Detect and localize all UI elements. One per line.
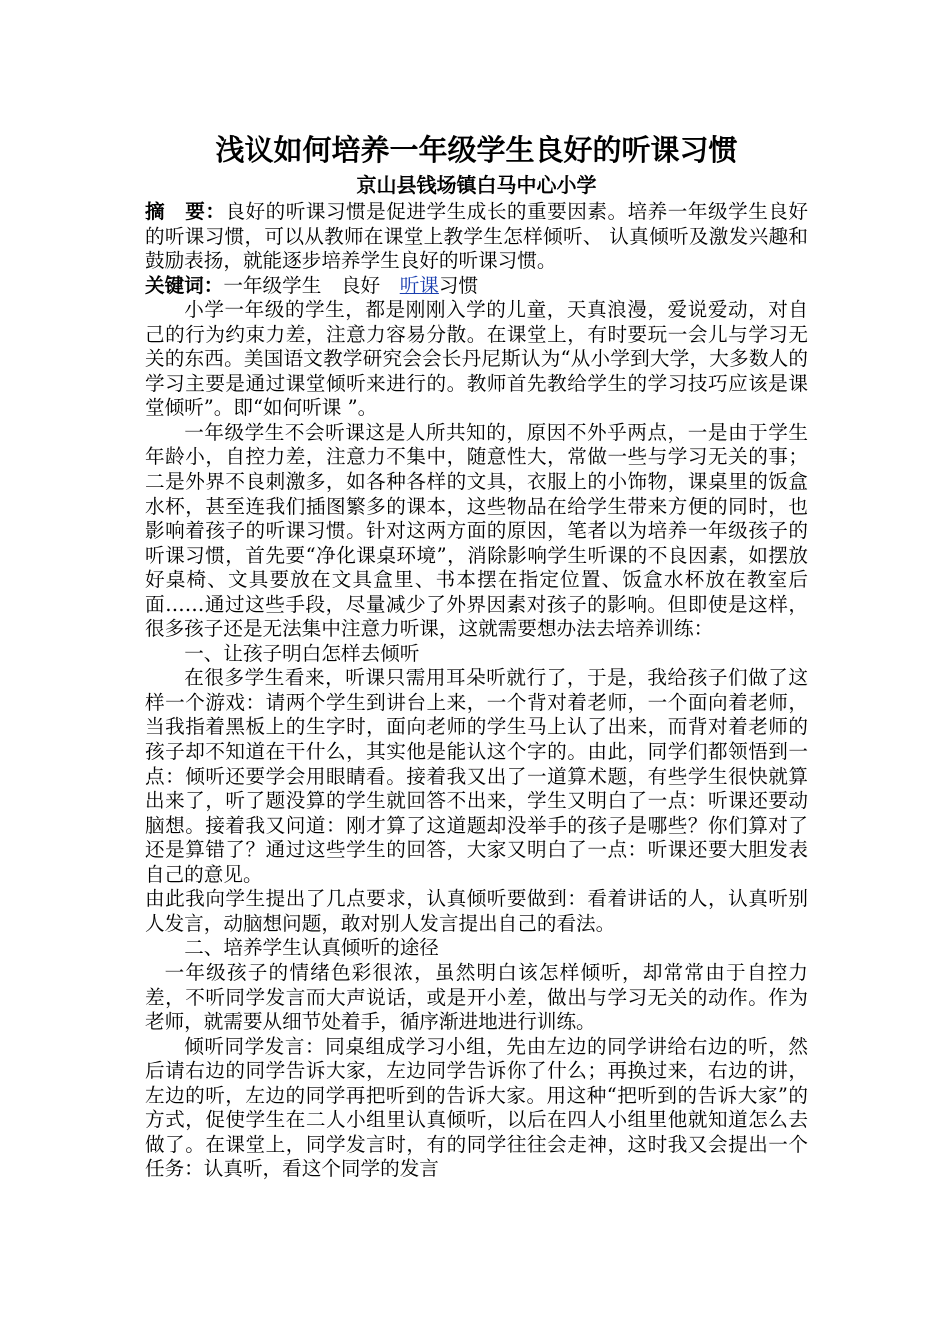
keyword-1: 一年级学生 — [223, 273, 322, 297]
abstract-label: 摘 要： — [145, 200, 226, 223]
keyword-3-rest: 习惯 — [438, 273, 479, 297]
abstract-text: 良好的听课习惯是促进学生成长的重要因素。培养一年级学生良好的听课习惯，可以从教师在课堂上教学生怎样倾听、 认真倾听及激发兴趣和鼓励表扬，就能逐步培养学生良好的听课习惯。 — [145, 200, 809, 273]
paragraph-4: 由此我向学生提出了几点要求，认真倾听要做到：看着讲话的人，认真听别人发言，动脑想问题，敢对别人发言提出自己的看法。 — [145, 887, 808, 935]
section-heading-2: 二、培养学生认真倾听的途径 — [184, 936, 439, 960]
document-body — [145, 200, 808, 1182]
author-line: 京山县钱场镇白马中心小学 — [356, 173, 597, 197]
keywords-label: 关键词： — [145, 273, 224, 297]
section-heading-1: 一、让孩子明白怎样去倾听 — [184, 641, 420, 665]
paragraph-3: 在很多学生看来，听课只需用耳朵听就行了，于是，我给孩子们做了这样一个游戏：请两个学生到讲台上来，一个背对着老师，一个面向着老师，当我指着黑板上的生字时，面向老师的学生马上认了出来，而背对着老师的孩子却不知道在干什么，其实他是能认这个字的。由此，同学们都领悟到一点：倾听还要学会用眼睛看。接着我又出了一道算术题，有些学生很快就算出来了，听了题没算的学生就回答不出来，学生又明白了一点：听课还要动脑想。接着我又问道：刚才算了这道题却没举手的孩子是哪些？你们算对了还是算错了？通过这些学生的回答，大家又明白了一点：听课还要大胆发表自己的意见。 — [145, 666, 808, 886]
paragraph-2: 一年级学生不会听课这是人所共知的，原因不外乎两点，一是由于学生年龄小，自控力差，注意力不集中，随意性大，常做一些与学习无关的事；二是外界不良刺激多，如各种各样的文具，衣服上的小饰物，课桌里的饭盒水杯，甚至连我们插图繁多的课本，这些物品在给学生带来方便的同时，也影响着孩子的听课习惯。针对这两方面的原因，笔者以为培养一年级孩子的听课习惯，首先要“净化课桌环境”，消除影响学生听课的不良因素，如摆放好桌椅、文具要放在文具盒里、书本摆在指定位置、饭盒水杯放在教室后面……通过这些手段，尽量减少了外界因素对孩子的影响。但即使是这样，很多孩子还是无法集中注意力听课，这就需要想办法去培养训练： — [145, 420, 808, 641]
paragraph-6: 倾听同学发言：同桌组成学习小组，先由左边的同学讲给右边的听，然后请右边的同学告诉大家，左边同学告诉你了什么；再换过来，右边的讲，左边的听，左边的同学再把听到的告诉大家。用这种“把听到的告诉大家”的方式，促使学生在二人小组里认真倾听，以后在四人小组里他就知道怎么去做了。在课堂上，同学发言时，有的同学往往会走神，这时我又会提出一个任务：认真听，看这个同学的发言 — [145, 1034, 808, 1181]
abstract — [145, 200, 808, 274]
keyword-2: 良好 — [340, 273, 381, 297]
keywords — [145, 274, 808, 299]
paragraph-5: 一年级孩子的情绪色彩很浓，虽然明白该怎样倾听，却常常由于自控力差，不听同学发言而大声说话，或是开小差，做出与学习无关的动作。作为老师，就需要从细节处着手，循序渐进地进行训练。 — [145, 960, 808, 1034]
keyword-link-tingke[interactable]: 听课 — [399, 273, 439, 297]
document-title: 浅议如何培养一年级学生良好的听课习惯 — [215, 133, 738, 167]
document-page — [145, 130, 808, 1182]
paragraph-1: 小学一年级的学生，都是刚刚入学的儿童，天真浪漫，爱说爱动，对自己的行为约束力差，注意力容易分散。在课堂上，有时要玩一会儿与学习无关的东西。美国语文教学研究会会长丹尼斯认为“从小学到大学，大多数人的学习主要是通过课堂倾听来进行的。教师首先教给学生的学习技巧应该是课堂倾听”。即“如何听课 ”。 — [145, 298, 808, 420]
